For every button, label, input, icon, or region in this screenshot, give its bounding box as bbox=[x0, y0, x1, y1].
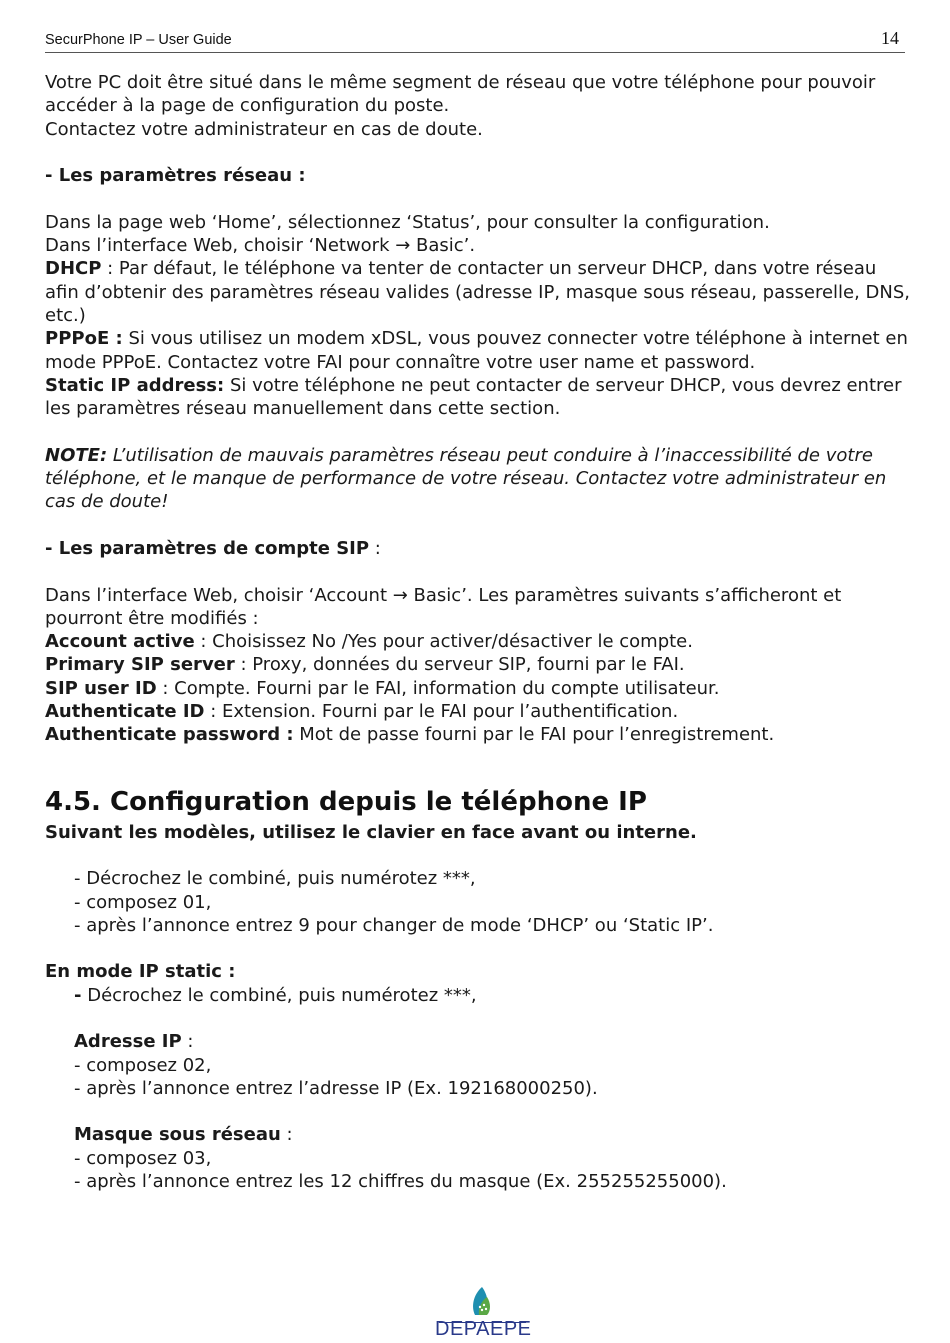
dhcp-term: DHCP bbox=[45, 258, 102, 280]
static-mode-heading: En mode IP static : bbox=[45, 961, 236, 983]
subnet-mask-block bbox=[45, 1123, 910, 1193]
pppoe-term: PPPoE : bbox=[45, 328, 123, 350]
step-item: - après l’annonce entrez l’adresse IP (Ex. 192168000250). bbox=[74, 1077, 598, 1099]
page-number: 14 bbox=[881, 28, 899, 48]
section-title: 4.5. Configuration depuis le téléphone IP bbox=[45, 786, 647, 817]
logo-emblem-icon bbox=[435, 1285, 530, 1319]
document-title: SecurPhone IP – User Guide bbox=[45, 32, 232, 48]
ip-address-heading: Adresse IP : bbox=[74, 1031, 194, 1053]
subnet-mask-heading: Masque sous réseau : bbox=[74, 1124, 293, 1146]
sip-item-primary-server: Primary SIP server : Proxy, données du serveur SIP, fourni par le FAI. bbox=[45, 654, 685, 676]
intro-paragraph: Votre PC doit être situé dans le même segment de réseau que votre téléphone pour pouvoir accéder à la page de configuration du poste. bbox=[45, 72, 876, 117]
dhcp-paragraph: DHCP : Par défaut, le téléphone va tenter de contacter un serveur DHCP, dans votre réseau afin d’obtenir des paramètres réseau valides (adresse IP, masque sous réseau, passerelle, DNS, etc.) bbox=[45, 258, 911, 326]
static-ip-term: Static IP address: bbox=[45, 374, 225, 396]
sip-item-auth-password: Authenticate password : Mot de passe fourni par le FAI pour l’enregistrement. bbox=[45, 724, 775, 746]
section-subtitle: Suivant les modèles, utilisez le clavier en face avant ou interne. bbox=[45, 821, 697, 843]
intro-contact: Contactez votre administrateur en cas de doute. bbox=[45, 118, 483, 140]
page-header bbox=[45, 30, 905, 53]
sip-intro: Dans l’interface Web, choisir ‘Account → Basic’. Les paramètres suivants s’afficheront et pourront être modifiés : bbox=[45, 584, 842, 629]
network-heading: - Les paramètres réseau : bbox=[45, 165, 306, 187]
page-content bbox=[45, 71, 910, 1193]
network-note: NOTE: L’utilisation de mauvais paramètres réseau peut conduire à l’inaccessibilité de votre téléphone, et le manque de performance de votre réseau. Contactez votre administrateur en cas de doute! bbox=[45, 444, 887, 513]
sip-item-account-active: Account active : Choisissez No /Yes pour activer/désactiver le compte. bbox=[45, 631, 693, 653]
sip-item-user-id: SIP user ID : Compte. Fourni par le FAI, information du compte utilisateur. bbox=[45, 677, 720, 699]
sip-heading: - Les paramètres de compte SIP : bbox=[45, 537, 381, 559]
step-item: - après l’annonce entrez les 12 chiffres du masque (Ex. 255255255000). bbox=[74, 1171, 727, 1193]
static-ip-paragraph: Static IP address: Si votre téléphone ne peut contacter de serveur DHCP, vous devrez entrer les paramètres réseau manuellement dans cette section. bbox=[45, 374, 902, 420]
network-line-home: Dans la page web ‘Home’, sélectionnez ‘Status’, pour consulter la configuration. bbox=[45, 211, 770, 233]
step-item: - Décrochez le combiné, puis numérotez ***, bbox=[74, 868, 476, 890]
step-item: - après l’annonce entrez 9 pour changer de mode ‘DHCP’ ou ‘Static IP’. bbox=[74, 914, 714, 936]
depaepe-logo bbox=[435, 1285, 530, 1341]
step-item: - composez 02, bbox=[74, 1054, 212, 1076]
pppoe-paragraph: PPPoE : Si vous utilisez un modem xDSL, vous pouvez connecter votre téléphone à internet en mode PPPoE. Contactez votre FAI pour connaître votre user name et password. bbox=[45, 328, 908, 373]
step-item: - composez 03, bbox=[74, 1147, 212, 1169]
note-label: NOTE: bbox=[45, 444, 108, 466]
static-mode-first-step: - Décrochez le combiné, puis numérotez ***, bbox=[74, 984, 477, 1006]
step-item: - composez 01, bbox=[74, 891, 212, 913]
sip-item-auth-id: Authenticate ID : Extension. Fourni par le FAI pour l’authentification. bbox=[45, 701, 679, 723]
mode-steps bbox=[45, 867, 910, 937]
logo-text: DEPAEPE bbox=[435, 1318, 532, 1340]
network-line-web: Dans l’interface Web, choisir ‘Network → Basic’. bbox=[45, 235, 476, 257]
ip-address-block bbox=[45, 1030, 910, 1100]
